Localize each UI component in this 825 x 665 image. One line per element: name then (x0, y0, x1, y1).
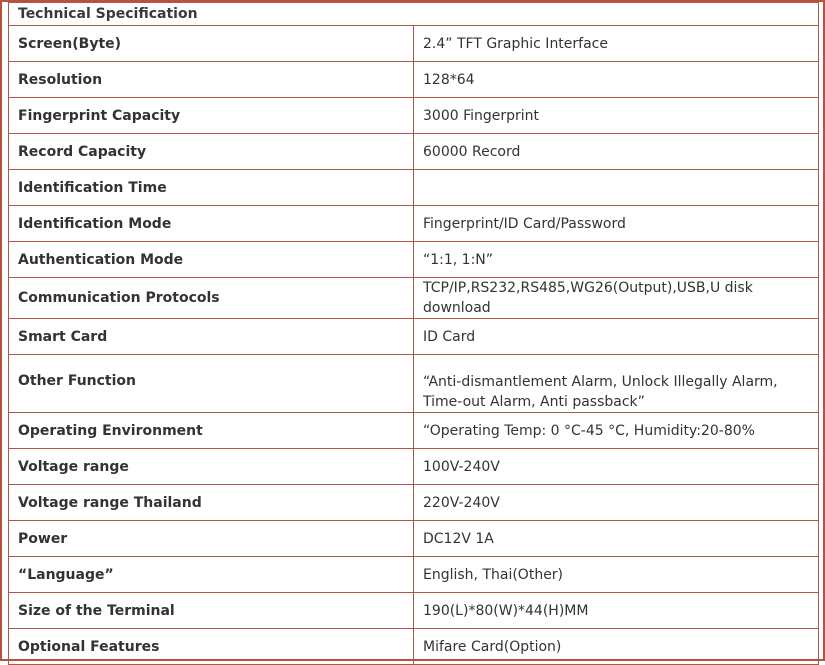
table-row (9, 319, 819, 355)
table-row (9, 593, 819, 629)
spec-value: “1:1, 1:N” (414, 242, 819, 278)
spec-value: Mifare Card(Option) (414, 629, 819, 665)
spec-value: 220V-240V (414, 485, 819, 521)
spec-label: Identification Time (9, 170, 414, 206)
spec-label: Other Function (9, 355, 414, 413)
table-row (9, 98, 819, 134)
table-row (9, 629, 819, 665)
spec-label: Authentication Mode (9, 242, 414, 278)
spec-value: 2.4” TFT Graphic Interface (414, 26, 819, 62)
spec-value: “Operating Temp: 0 °C-45 °C, Humidity:20-80% (414, 413, 819, 449)
table-row (9, 355, 819, 413)
table-row (9, 62, 819, 98)
spec-label: Size of the Terminal (9, 593, 414, 629)
spec-value: 100V-240V (414, 449, 819, 485)
spec-table (8, 2, 819, 665)
spec-label: Voltage range (9, 449, 414, 485)
spec-value: ID Card (414, 319, 819, 355)
table-row (9, 413, 819, 449)
spec-label: Record Capacity (9, 134, 414, 170)
spec-label: Fingerprint Capacity (9, 98, 414, 134)
spec-value: 128*64 (414, 62, 819, 98)
spec-label: “Language” (9, 557, 414, 593)
spec-value (414, 170, 819, 206)
spec-value: English, Thai(Other) (414, 557, 819, 593)
table-row (9, 206, 819, 242)
spec-label: Screen(Byte) (9, 26, 414, 62)
spec-label: Operating Environment (9, 413, 414, 449)
table-header-row (9, 3, 819, 26)
table-row (9, 557, 819, 593)
spec-value: 3000 Fingerprint (414, 98, 819, 134)
table-row (9, 521, 819, 557)
spec-label: Power (9, 521, 414, 557)
table-row (9, 134, 819, 170)
spec-value: DC12V 1A (414, 521, 819, 557)
spec-value: Fingerprint/ID Card/Password (414, 206, 819, 242)
table-row (9, 242, 819, 278)
spec-label: Identification Mode (9, 206, 414, 242)
table-row (9, 26, 819, 62)
spec-label: Communication Protocols (9, 278, 414, 319)
spec-label: Optional Features (9, 629, 414, 665)
table-title: Technical Specification (9, 3, 819, 26)
spec-value: TCP/IP,RS232,RS485,WG26(Output),USB,U disk download (414, 278, 819, 319)
spec-value: 190(L)*80(W)*44(H)MM (414, 593, 819, 629)
table-row (9, 449, 819, 485)
spec-value: “Anti-dismantlement Alarm, Unlock Illegally Alarm, Time-out Alarm, Anti passback” (414, 355, 819, 413)
spec-label: Resolution (9, 62, 414, 98)
table-row (9, 170, 819, 206)
table-row (9, 485, 819, 521)
spec-label: Smart Card (9, 319, 414, 355)
spec-label: Voltage range Thailand (9, 485, 414, 521)
table-row (9, 278, 819, 319)
spec-value: 60000 Record (414, 134, 819, 170)
